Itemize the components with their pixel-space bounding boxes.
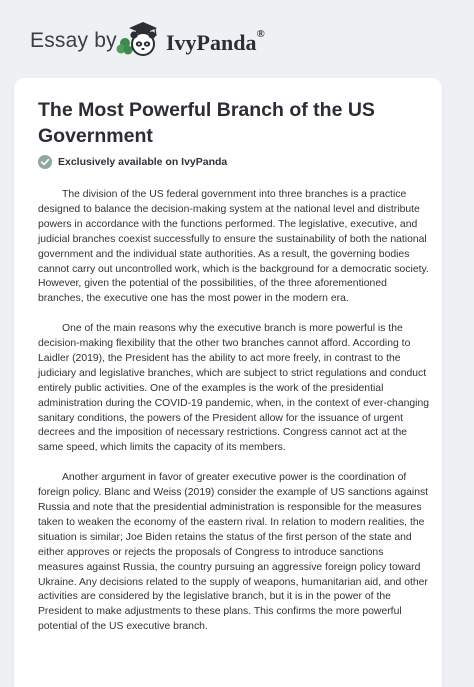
ivypanda-logo[interactable] xyxy=(116,20,276,60)
paragraph: Another argument in favor of greater executive power is the coordination of foreign policy. Blanc and Weiss (2019) consider the example of US sanctions against Russia and note that the presidential administration is responsible for the measures taken to weaken the economy of the eastern rival. In relation to modern realities, the situation is similar; Joe Biden retains the status of the first person of the state and either approves or rejects the proposals of Congress to introduce sanctions measures against Russia, the country pursuing an aggressive foreign policy toward Ukraine. Any decisions related to the supply of weapons, humanitarian aid, and other activities are considered by the legislative branch, but it is in the power of the President to make adjustments to these plans. This confirms the more powerful potential of the US executive branch. xyxy=(38,472,429,633)
brand-name xyxy=(166,30,265,56)
essay-body xyxy=(38,188,430,650)
panda-graduation-cap-icon xyxy=(116,20,164,60)
essay-by-label: Essay by xyxy=(30,29,117,52)
badge-label: Exclusively available on IvyPanda xyxy=(58,156,228,168)
paragraph: The division of the US federal government into three branches is a practice designed to balance the decision-making system at the national level and distribute powers in accordance with the functions performed. The legislative, executive, and judicial branches coexist successfully to ensure the sustainability of both the national government and the individual state authorities. As a result, the governing bodies cannot carry out uncontrolled work, which is the background for a democratic society. However, given the potential of the possibilities, of the three aforementioned branches, the executive one has the most power in the modern era. xyxy=(38,189,429,305)
page-title: The Most Powerful Branch of the US Government xyxy=(38,99,375,147)
availability-badge xyxy=(38,154,227,170)
essay-card xyxy=(14,78,442,687)
site-header xyxy=(0,0,474,78)
brand-text: IvyPanda xyxy=(166,30,257,55)
trademark-symbol: ® xyxy=(256,28,265,40)
check-circle-icon xyxy=(38,155,52,169)
paragraph: One of the main reasons why the executive branch is more powerful is the decision-making flexibility that the other two branches cannot afford. According to Laidler (2019), the President has the ability to act more freely, in contrast to the judiciary and legislative branches, which are subject to strict regulations and conduct entirely public activities. One of the examples is the work of the presidential administration during the COVID-19 pandemic, when, in the context of ever-changing sanitary conditions, the powers of the President allow for the issuance of urgent decrees and the imposition of necessary restrictions. Congress cannot act at the same speed, which limits the capacity of its members. xyxy=(38,323,430,454)
